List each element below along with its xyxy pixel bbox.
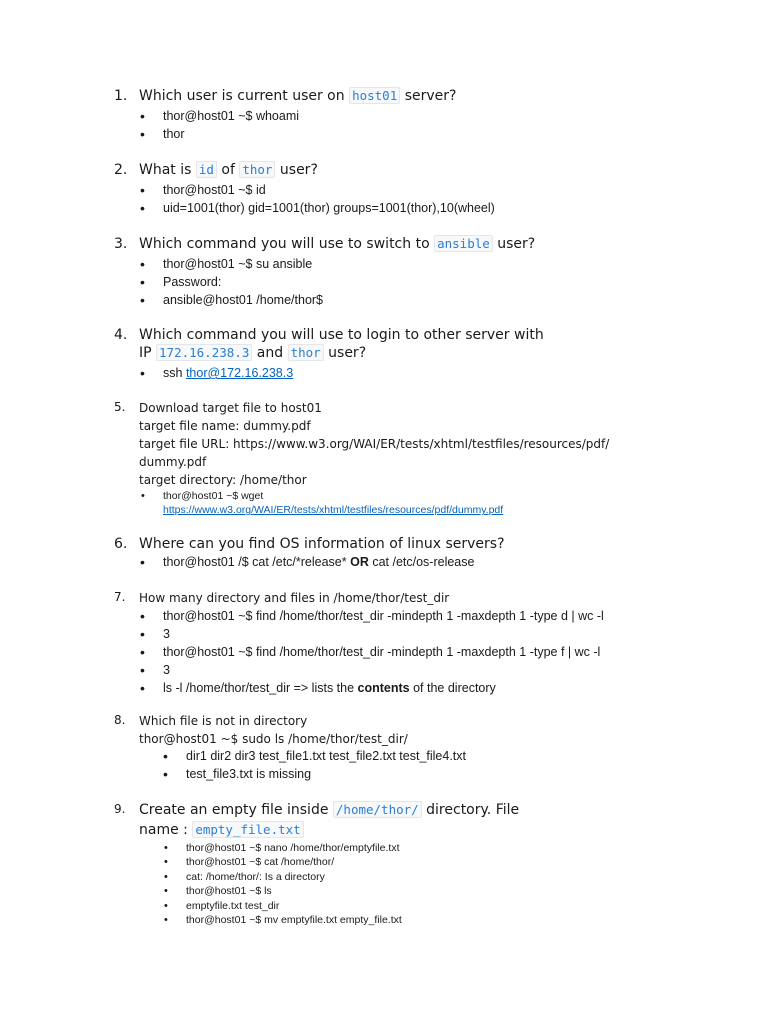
inline-code: host01: [349, 87, 400, 104]
list-item: • thor@host01 ~$ nano /home/thor/emptyfile.txt: [186, 841, 402, 855]
email-link[interactable]: thor@172.16.238.3: [185, 366, 294, 380]
question-number: 5.: [114, 400, 126, 414]
question-number: 8.: [114, 713, 126, 727]
list-item: • 3: [163, 625, 604, 643]
question-number: 4.: [114, 327, 128, 343]
question-number: 9.: [114, 802, 126, 816]
list-item: • ls -l /home/thor/test_dir => lists the contents of the directory: [163, 679, 604, 697]
answer-list: [163, 255, 323, 309]
question-text: dummy.pdf: [139, 455, 207, 469]
inline-code: empty_file.txt: [192, 821, 303, 838]
inline-code: id: [196, 161, 217, 178]
list-item: • thor@host01 ~$ find /home/thor/test_dir -mindepth 1 -maxdepth 1 -type f | wc -l: [163, 643, 604, 661]
list-item: • thor@host01 ~$ id: [163, 181, 495, 199]
list-item: • ansible@host01 /home/thor$: [163, 291, 323, 309]
question-number: 7.: [114, 590, 126, 604]
inline-code: thor: [288, 344, 324, 361]
answer-list: [163, 181, 495, 217]
question-text: target file name: dummy.pdf: [139, 419, 311, 433]
answer-list: [163, 107, 299, 143]
list-item-continuation: [163, 503, 503, 517]
answer-list: [186, 841, 402, 927]
url-link[interactable]: https://www.w3.org/WAI/ER/tests/xhtml/testfiles/resources/pdf/dummy.pdf: [163, 504, 504, 517]
list-item: • test_file3.txt is missing: [186, 765, 466, 783]
inline-code: 172.16.238.3: [156, 344, 252, 361]
question-text: Where can you find OS information of linux servers?: [139, 536, 505, 552]
question-text: Download target file to host01: [139, 401, 322, 415]
list-item: • cat: /home/thor/: Is a directory: [186, 870, 402, 884]
question-text: Which command you will use to login to other server with: [139, 327, 544, 343]
list-item: • uid=1001(thor) gid=1001(thor) groups=1001(thor),10(wheel): [163, 199, 495, 217]
question-number: 6.: [114, 536, 128, 552]
answer-list: [163, 364, 293, 382]
inline-code: ansible: [434, 235, 493, 252]
question-text: thor@host01 ~$ sudo ls /home/thor/test_dir/: [139, 732, 408, 746]
question-text: Which user is current user on host01 server?: [139, 88, 457, 104]
question-number: 3.: [114, 236, 128, 252]
question-text: How many directory and files in /home/thor/test_dir: [139, 591, 450, 605]
list-item: • thor@host01 ~$ cat /home/thor/: [186, 855, 402, 869]
list-item: • thor@host01 ~$ ls: [186, 884, 402, 898]
list-item: • thor@host01 /$ cat /etc/*release* OR cat /etc/os-release: [163, 553, 474, 571]
question-text: Create an empty file inside /home/thor/ directory. File: [139, 802, 520, 818]
list-item: • thor@host01 ~$ find /home/thor/test_dir -mindepth 1 -maxdepth 1 -type d | wc -l: [163, 607, 604, 625]
question-text: What is id of thor user?: [139, 162, 318, 178]
answer-list: [163, 553, 474, 571]
question-text: target file URL: https://www.w3.org/WAI/ER/tests/xhtml/testfiles/resources/pdf/: [139, 437, 610, 451]
question-text: Which command you will use to switch to ansible user?: [139, 236, 536, 252]
list-item: • thor@host01 ~$ su ansible: [163, 255, 323, 273]
list-item: • Password:: [163, 273, 323, 291]
list-item: • dir1 dir2 dir3 test_file1.txt test_file2.txt test_file4.txt: [186, 747, 466, 765]
question-text-line2: IP 172.16.238.3 and thor user?: [139, 345, 367, 361]
list-item: • ssh thor@172.16.238.3: [163, 364, 293, 382]
list-item: • 3: [163, 661, 604, 679]
question-number: 1.: [114, 88, 128, 104]
question-text: Which file is not in directory: [139, 714, 308, 728]
list-item: • thor@host01 ~$ whoami: [163, 107, 299, 125]
list-item: • emptyfile.txt test_dir: [186, 899, 402, 913]
list-item: • thor: [163, 125, 299, 143]
question-number: 2.: [114, 162, 128, 178]
inline-code: /home/thor/: [333, 801, 422, 818]
list-item: • thor@host01 ~$ wget: [163, 489, 503, 503]
inline-code: thor: [239, 161, 275, 178]
answer-list: [163, 489, 503, 518]
answer-list: [163, 607, 604, 697]
question-text-line2: name : empty_file.txt: [139, 821, 304, 839]
answer-list: [186, 747, 466, 783]
question-text: target directory: /home/thor: [139, 473, 307, 487]
list-item: • thor@host01 ~$ mv emptyfile.txt empty_file.txt: [186, 913, 402, 927]
